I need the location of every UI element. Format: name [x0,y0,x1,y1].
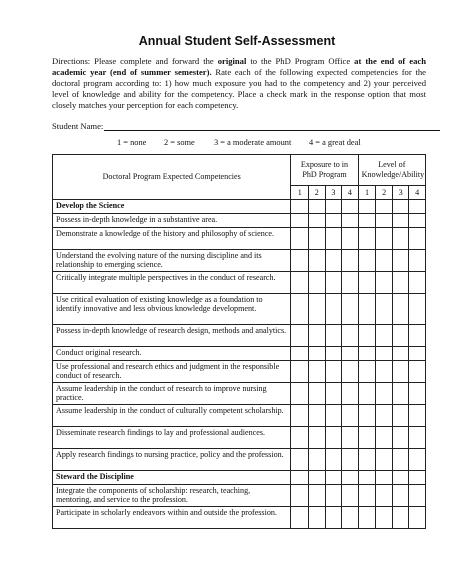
competency-text: Critically integrate multiple perspectives in the conduct of research. [53,272,291,294]
header-level: Level of Knowledge/Ability [358,155,425,186]
directions-bold-deadline: at the end of each academic year (end of summer semester). [52,56,426,77]
level-checkbox-4[interactable] [409,214,426,228]
level-checkbox-2[interactable] [376,272,393,294]
student-name-label: Student Name: [52,121,104,131]
competency-row [53,347,426,361]
exposure-checkbox-2[interactable] [309,200,326,214]
exposure-checkbox-2[interactable] [309,485,326,507]
level-checkbox-4[interactable] [409,347,426,361]
competency-row [53,272,426,294]
exposure-checkbox-1[interactable] [291,485,309,507]
exposure-checkbox-4[interactable] [342,427,359,449]
level-checkbox-2[interactable] [376,449,393,471]
level-checkbox-4[interactable] [409,361,426,383]
level-checkbox-3[interactable] [392,200,409,214]
level-checkbox-1[interactable] [358,347,376,361]
scale-legend-1: 1 = none [117,138,147,147]
level-checkbox-4[interactable] [409,200,426,214]
level-checkbox-3[interactable] [392,272,409,294]
exposure-checkbox-2[interactable] [309,228,326,250]
level-checkbox-4[interactable] [409,485,426,507]
level-checkbox-2[interactable] [376,228,393,250]
level-checkbox-1[interactable] [358,471,376,485]
competency-text: Possess in-depth knowledge in a substantive area. [53,214,291,228]
competency-text: Possess in-depth knowledge of research design, methods and analytics. [53,325,291,347]
level-checkbox-2[interactable] [376,383,393,405]
exposure-checkbox-1[interactable] [291,250,309,272]
level-checkbox-1[interactable] [358,427,376,449]
exposure-checkbox-4[interactable] [342,347,359,361]
exposure-checkbox-3[interactable] [325,471,342,485]
scale-legend-4: 4 = a great deal [309,138,361,147]
exposure-checkbox-3[interactable] [325,325,342,347]
exposure-checkbox-4[interactable] [342,507,359,529]
exposure-checkbox-1[interactable] [291,427,309,449]
exposure-checkbox-3[interactable] [325,427,342,449]
level-checkbox-2[interactable] [376,427,393,449]
level-checkbox-4[interactable] [409,250,426,272]
exposure-checkbox-4[interactable] [342,228,359,250]
competency-row [53,449,426,471]
competency-row [53,294,426,325]
exposure-checkbox-4[interactable] [342,272,359,294]
level-checkbox-1[interactable] [358,325,376,347]
exposure-checkbox-1[interactable] [291,325,309,347]
competency-row [53,250,426,272]
exposure-checkbox-3[interactable] [325,200,342,214]
level-checkbox-2[interactable] [376,325,393,347]
competency-row [53,383,426,405]
competency-row [53,405,426,427]
level-rating-3: 3 [392,186,409,200]
exposure-checkbox-4[interactable] [342,383,359,405]
level-checkbox-2[interactable] [376,485,393,507]
exposure-checkbox-4[interactable] [342,200,359,214]
level-checkbox-1[interactable] [358,405,376,427]
competency-row [53,325,426,347]
level-checkbox-3[interactable] [392,214,409,228]
competency-rows [53,200,426,529]
scale-legend-2: 2 = some [164,138,195,147]
level-checkbox-2[interactable] [376,361,393,383]
exposure-checkbox-4[interactable] [342,325,359,347]
exposure-checkbox-2[interactable] [309,272,326,294]
level-checkbox-4[interactable] [409,228,426,250]
exposure-checkbox-3[interactable] [325,361,342,383]
level-checkbox-2[interactable] [376,347,393,361]
exposure-checkbox-2[interactable] [309,347,326,361]
exposure-checkbox-1[interactable] [291,272,309,294]
level-checkbox-1[interactable] [358,449,376,471]
level-checkbox-2[interactable] [376,200,393,214]
header-exposure: Exposure to in PhD Program [291,155,358,186]
level-checkbox-1[interactable] [358,361,376,383]
exposure-checkbox-3[interactable] [325,294,342,325]
level-checkbox-2[interactable] [376,294,393,325]
level-checkbox-1[interactable] [358,485,376,507]
exposure-checkbox-1[interactable] [291,214,309,228]
exposure-checkbox-3[interactable] [325,250,342,272]
exposure-checkbox-3[interactable] [325,485,342,507]
competency-text: Use critical evaluation of existing knowledge as a foundation to identify innovative and less obvious knowledge development. [53,294,291,325]
level-checkbox-4[interactable] [409,294,426,325]
exposure-checkbox-2[interactable] [309,471,326,485]
exposure-checkbox-3[interactable] [325,272,342,294]
competency-text: Conduct original research. [53,347,291,361]
exposure-checkbox-1[interactable] [291,383,309,405]
exposure-rating-4: 4 [342,186,359,200]
level-checkbox-3[interactable] [392,405,409,427]
level-checkbox-3[interactable] [392,325,409,347]
exposure-checkbox-4[interactable] [342,294,359,325]
exposure-checkbox-4[interactable] [342,449,359,471]
exposure-checkbox-2[interactable] [309,449,326,471]
level-checkbox-1[interactable] [358,200,376,214]
level-rating-4: 4 [409,186,426,200]
level-checkbox-1[interactable] [358,214,376,228]
level-checkbox-2[interactable] [376,405,393,427]
competency-text: Assume leadership in the conduct of culturally competent scholarship. [53,405,291,427]
level-checkbox-3[interactable] [392,228,409,250]
section-heading: Develop the Science [53,200,291,214]
level-checkbox-1[interactable] [358,507,376,529]
exposure-checkbox-3[interactable] [325,347,342,361]
competency-text: Disseminate research findings to lay and professional audiences. [53,427,291,449]
competency-text: Participate in scholarly endeavors within and outside the profession. [53,507,291,529]
section-row [53,471,426,485]
directions-text-1: Directions: Please complete and forward the [52,56,218,66]
directions-bold-original: original [217,56,247,66]
level-checkbox-3[interactable] [392,361,409,383]
level-checkbox-2[interactable] [376,471,393,485]
exposure-checkbox-1[interactable] [291,471,309,485]
section-row [53,200,426,214]
competency-row [53,214,426,228]
exposure-rating-2: 2 [309,186,326,200]
exposure-checkbox-1[interactable] [291,200,309,214]
level-checkbox-4[interactable] [409,383,426,405]
competency-text: Understand the evolving nature of the nursing discipline and its relationship to emerging science. [53,250,291,272]
level-checkbox-2[interactable] [376,214,393,228]
level-checkbox-4[interactable] [409,471,426,485]
exposure-checkbox-2[interactable] [309,427,326,449]
competency-text: Demonstrate a knowledge of the history and philosophy of science. [53,228,291,250]
competency-table [52,154,426,529]
competency-text: Use professional and research ethics and judgment in the responsible conduct of research. [53,361,291,383]
exposure-checkbox-4[interactable] [342,214,359,228]
level-checkbox-1[interactable] [358,228,376,250]
competency-text: Integrate the components of scholarship: research, teaching, mentoring, and service to the profession. [53,485,291,507]
exposure-checkbox-1[interactable] [291,405,309,427]
exposure-checkbox-1[interactable] [291,228,309,250]
level-checkbox-3[interactable] [392,347,409,361]
exposure-checkbox-2[interactable] [309,361,326,383]
exposure-checkbox-1[interactable] [291,294,309,325]
level-rating-2: 2 [376,186,393,200]
level-checkbox-2[interactable] [376,507,393,529]
student-name-underline[interactable] [104,130,440,131]
exposure-checkbox-1[interactable] [291,449,309,471]
level-checkbox-3[interactable] [392,449,409,471]
level-checkbox-4[interactable] [409,272,426,294]
level-checkbox-3[interactable] [392,427,409,449]
section-heading: Steward the Discipline [53,471,291,485]
level-checkbox-1[interactable] [358,272,376,294]
scale-legend-3: 3 = a moderate amount [214,138,292,147]
competency-row [53,228,426,250]
exposure-checkbox-4[interactable] [342,250,359,272]
level-rating-1: 1 [358,186,376,200]
level-checkbox-3[interactable] [392,485,409,507]
exposure-checkbox-3[interactable] [325,383,342,405]
exposure-checkbox-1[interactable] [291,361,309,383]
directions-text-2: to the PhD Program Office [246,56,355,66]
level-checkbox-2[interactable] [376,250,393,272]
exposure-checkbox-4[interactable] [342,405,359,427]
level-checkbox-4[interactable] [409,427,426,449]
level-checkbox-1[interactable] [358,250,376,272]
exposure-checkbox-2[interactable] [309,383,326,405]
exposure-checkbox-4[interactable] [342,485,359,507]
exposure-checkbox-2[interactable] [309,214,326,228]
exposure-checkbox-1[interactable] [291,347,309,361]
level-checkbox-1[interactable] [358,294,376,325]
competency-text: Assume leadership in the conduct of research to improve nursing practice. [53,383,291,405]
exposure-checkbox-2[interactable] [309,507,326,529]
exposure-checkbox-4[interactable] [342,361,359,383]
exposure-checkbox-2[interactable] [309,325,326,347]
level-checkbox-1[interactable] [358,383,376,405]
level-checkbox-4[interactable] [409,449,426,471]
exposure-rating-3: 3 [325,186,342,200]
exposure-checkbox-3[interactable] [325,507,342,529]
exposure-checkbox-3[interactable] [325,228,342,250]
level-checkbox-3[interactable] [392,507,409,529]
competency-row [53,427,426,449]
level-checkbox-3[interactable] [392,250,409,272]
exposure-checkbox-3[interactable] [325,405,342,427]
exposure-checkbox-4[interactable] [342,471,359,485]
level-checkbox-4[interactable] [409,405,426,427]
competency-text: Apply research findings to nursing practice, policy and the profession. [53,449,291,471]
level-checkbox-3[interactable] [392,471,409,485]
exposure-checkbox-2[interactable] [309,405,326,427]
competency-row [53,507,426,529]
exposure-checkbox-2[interactable] [309,250,326,272]
level-checkbox-4[interactable] [409,507,426,529]
header-competencies: Doctoral Program Expected Competencies [53,155,291,200]
exposure-checkbox-3[interactable] [325,449,342,471]
exposure-checkbox-3[interactable] [325,214,342,228]
directions-paragraph [52,56,426,111]
exposure-checkbox-2[interactable] [309,294,326,325]
level-checkbox-3[interactable] [392,383,409,405]
competency-row [53,361,426,383]
competency-row [53,485,426,507]
exposure-checkbox-1[interactable] [291,507,309,529]
level-checkbox-4[interactable] [409,325,426,347]
directions-text-3: Rate each of the following expected competencies for the doctoral program according to: 1) how much exposure you had to the competency and 2) your perceived level of knowledge and ability for the competency. Place a check mark in the response option that most closely matches your perception for each competency. [52,67,426,110]
exposure-rating-1: 1 [291,186,309,200]
document-title: Annual Student Self-Assessment [138,34,336,48]
level-checkbox-3[interactable] [392,294,409,325]
student-name-field[interactable] [52,121,432,133]
